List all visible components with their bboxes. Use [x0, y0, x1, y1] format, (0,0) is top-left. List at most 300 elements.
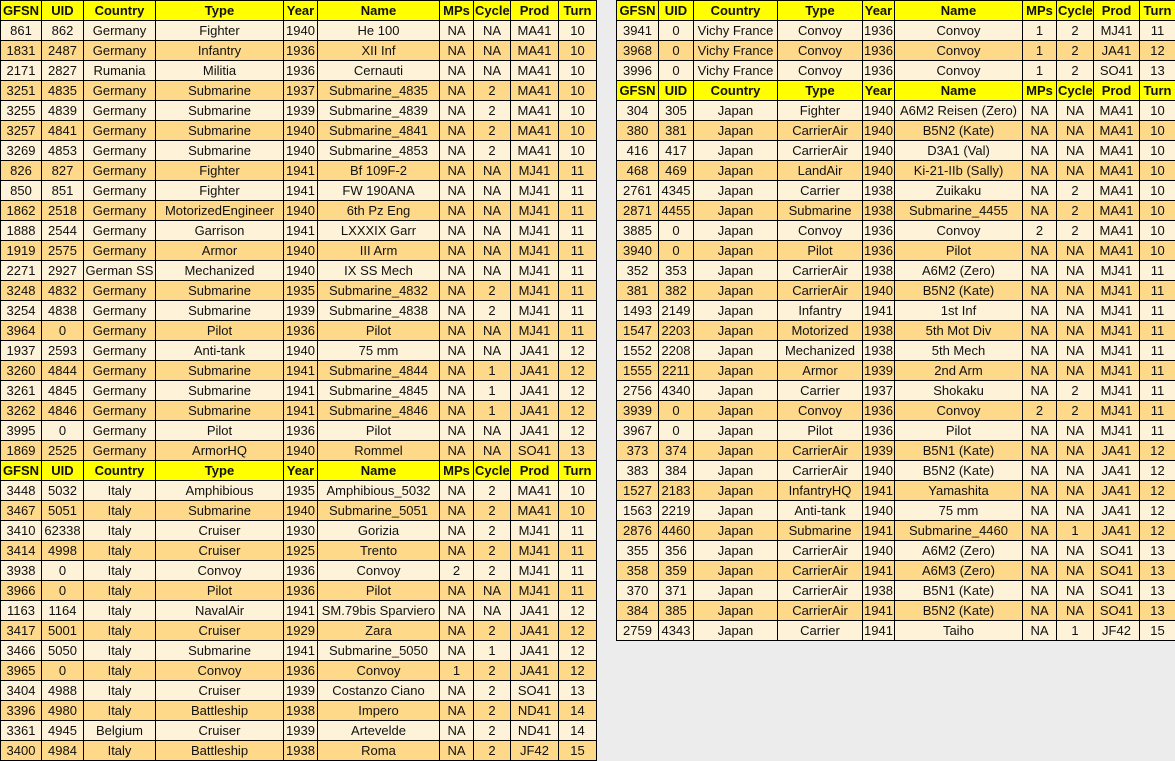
table-cell: 12	[1140, 501, 1175, 521]
table-cell: 10	[559, 141, 597, 161]
table-cell: 1940	[863, 281, 895, 301]
table-cell: 62338	[42, 521, 84, 541]
table-cell: ND41	[511, 721, 559, 741]
table-cell: Mechanized	[778, 341, 863, 361]
table-cell: 380	[617, 121, 659, 141]
table-row	[1, 221, 597, 241]
table-cell: NA	[1023, 141, 1057, 161]
table-cell: 370	[617, 581, 659, 601]
table-cell: MA41	[1094, 121, 1140, 141]
table-cell: 1831	[1, 41, 42, 61]
table-cell: 11	[1140, 341, 1175, 361]
table-row	[1, 161, 597, 181]
table-cell: Ki-21-IIb (Sally)	[895, 161, 1023, 181]
table-row	[1, 201, 597, 221]
table-cell: 0	[659, 61, 694, 81]
table-cell: Fighter	[156, 161, 284, 181]
column-header: MPs	[1023, 1, 1057, 21]
table-row	[617, 101, 1175, 121]
table-cell: NA	[1023, 121, 1057, 141]
table-cell: SO41	[511, 681, 559, 701]
table-cell: NA	[440, 401, 474, 421]
table-cell: 1930	[284, 521, 318, 541]
table-cell: 1936	[284, 561, 318, 581]
table-cell: Submarine	[156, 141, 284, 161]
table-cell: Italy	[84, 621, 156, 641]
table-cell: 417	[659, 141, 694, 161]
column-header: MPs	[1023, 81, 1057, 101]
table-cell: 13	[1140, 541, 1175, 561]
table-cell: Japan	[694, 321, 778, 341]
table-cell: Shokaku	[895, 381, 1023, 401]
table-cell: NA	[1023, 241, 1057, 261]
table-cell: SM.79bis Sparviero	[318, 601, 440, 621]
table-cell: 11	[1140, 381, 1175, 401]
table-cell: NA	[1057, 421, 1094, 441]
table-cell: NA	[474, 201, 511, 221]
table-cell: Submarine	[156, 81, 284, 101]
table-cell: 1938	[863, 261, 895, 281]
table-cell: 5051	[42, 501, 84, 521]
table-row	[1, 521, 597, 541]
table-row	[617, 601, 1175, 621]
table-cell: NA	[440, 481, 474, 501]
table-cell: 2	[474, 501, 511, 521]
table-cell: Pilot	[156, 581, 284, 601]
table-cell: 2525	[42, 441, 84, 461]
table-cell: 11	[559, 261, 597, 281]
table-cell: 5032	[42, 481, 84, 501]
table-cell: 1941	[284, 161, 318, 181]
table-cell: CarrierAir	[778, 441, 863, 461]
table-cell: 2	[474, 521, 511, 541]
table-cell: 3965	[1, 661, 42, 681]
column-header: UID	[659, 81, 694, 101]
table-cell: CarrierAir	[778, 461, 863, 481]
table-cell: NA	[1023, 281, 1057, 301]
table-cell: MJ41	[511, 561, 559, 581]
column-header: Name	[895, 81, 1023, 101]
table-cell: MJ41	[511, 241, 559, 261]
table-cell: 1936	[863, 421, 895, 441]
table-cell: 1936	[284, 61, 318, 81]
table-cell: MJ41	[1094, 261, 1140, 281]
table-cell: 0	[42, 661, 84, 681]
table-cell: 3967	[617, 421, 659, 441]
table-cell: 2219	[659, 501, 694, 521]
table-cell: 1929	[284, 621, 318, 641]
table-cell: 1935	[284, 281, 318, 301]
table-cell: Japan	[694, 481, 778, 501]
table-cell: 12	[559, 341, 597, 361]
table-cell: 3938	[1, 561, 42, 581]
table-cell: 1938	[284, 701, 318, 721]
table-cell: NA	[440, 581, 474, 601]
table-cell: 2	[474, 301, 511, 321]
table-cell: 1	[1023, 61, 1057, 81]
table-cell: IX SS Mech	[318, 261, 440, 281]
table-cell: NA	[474, 421, 511, 441]
table-cell: Submarine	[778, 201, 863, 221]
table-cell: 1919	[1, 241, 42, 261]
table-cell: 2171	[1, 61, 42, 81]
table-cell: D3A1 (Val)	[895, 141, 1023, 161]
table-cell: Armor	[778, 361, 863, 381]
table-cell: MJ41	[1094, 281, 1140, 301]
table-cell: 2208	[659, 341, 694, 361]
table-cell: 12	[1140, 481, 1175, 501]
table-row	[1, 141, 597, 161]
table-cell: SO41	[1094, 61, 1140, 81]
table-cell: 11	[559, 221, 597, 241]
table-cell: 1941	[863, 561, 895, 581]
table-cell: NA	[1023, 581, 1057, 601]
table-cell: 305	[659, 101, 694, 121]
table-cell: NA	[440, 641, 474, 661]
table-cell: 1936	[863, 61, 895, 81]
table-cell: 371	[659, 581, 694, 601]
table-cell: NA	[1023, 561, 1057, 581]
table-cell: XII Inf	[318, 41, 440, 61]
table-cell: 355	[617, 541, 659, 561]
table-cell: 1941	[284, 401, 318, 421]
column-header: Cycle	[474, 461, 511, 481]
table-cell: Submarine_4839	[318, 101, 440, 121]
table-cell: 1st Inf	[895, 301, 1023, 321]
table-cell: 15	[1140, 621, 1175, 641]
table-cell: 861	[1, 21, 42, 41]
table-cell: Italy	[84, 601, 156, 621]
table-cell: NA	[474, 601, 511, 621]
table-cell: 1940	[863, 541, 895, 561]
table-row	[617, 341, 1175, 361]
table-cell: Convoy	[156, 561, 284, 581]
table-cell: 11	[1140, 401, 1175, 421]
table-row	[617, 61, 1175, 81]
table-cell: 1	[474, 401, 511, 421]
table-cell: MJ41	[1094, 401, 1140, 421]
column-header: UID	[42, 461, 84, 481]
table-cell: Submarine_4838	[318, 301, 440, 321]
table-cell: Submarine_5051	[318, 501, 440, 521]
table-cell: Pilot	[895, 421, 1023, 441]
table-cell: 1940	[863, 141, 895, 161]
table-cell: NA	[440, 41, 474, 61]
table-cell: 2	[474, 481, 511, 501]
table-cell: InfantryHQ	[778, 481, 863, 501]
table-cell: SO41	[1094, 601, 1140, 621]
table-cell: 304	[617, 101, 659, 121]
table-cell: NA	[1023, 201, 1057, 221]
header-row	[1, 461, 597, 481]
table-cell: NA	[1023, 421, 1057, 441]
table-cell: JA41	[1094, 441, 1140, 461]
table-cell: 10	[559, 81, 597, 101]
table-cell: 13	[559, 441, 597, 461]
table-cell: 1936	[863, 401, 895, 421]
table-cell: Vichy France	[694, 61, 778, 81]
table-cell: JA41	[511, 421, 559, 441]
table-cell: NA	[1057, 321, 1094, 341]
table-cell: 11	[559, 281, 597, 301]
table-cell: 2	[474, 661, 511, 681]
table-cell: 374	[659, 441, 694, 461]
table-cell: 1	[474, 641, 511, 661]
table-cell: Convoy	[778, 221, 863, 241]
table-cell: 11	[559, 301, 597, 321]
table-cell: He 100	[318, 21, 440, 41]
table-cell: 3417	[1, 621, 42, 641]
table-cell: NA	[440, 321, 474, 341]
table-row	[1, 701, 597, 721]
table-cell: 0	[42, 581, 84, 601]
table-cell: Fighter	[778, 101, 863, 121]
table-cell: CarrierAir	[778, 121, 863, 141]
table-cell: 75 mm	[895, 501, 1023, 521]
table-cell: A6M2 (Zero)	[895, 541, 1023, 561]
table-cell: Submarine_4844	[318, 361, 440, 381]
table-cell: 12	[559, 381, 597, 401]
table-cell: MA41	[1094, 161, 1140, 181]
table-cell: 1938	[863, 201, 895, 221]
table-cell: JA41	[511, 381, 559, 401]
column-header: Year	[284, 1, 318, 21]
table-cell: Germany	[84, 121, 156, 141]
table-cell: 10	[559, 481, 597, 501]
table-cell: 3414	[1, 541, 42, 561]
table-cell: NA	[1023, 621, 1057, 641]
table-cell: 1888	[1, 221, 42, 241]
table-cell: Submarine	[156, 501, 284, 521]
table-cell: 12	[1140, 521, 1175, 541]
table-cell: Motorized	[778, 321, 863, 341]
table-cell: 10	[1140, 101, 1175, 121]
table-cell: 15	[559, 741, 597, 761]
table-cell: 2759	[617, 621, 659, 641]
table-cell: NA	[1023, 601, 1057, 621]
table-row	[617, 301, 1175, 321]
table-cell: 1547	[617, 321, 659, 341]
table-cell: NA	[474, 341, 511, 361]
table-cell: NA	[1023, 261, 1057, 281]
table-cell: 1936	[863, 221, 895, 241]
table-cell: NA	[474, 321, 511, 341]
table-row	[617, 481, 1175, 501]
table-cell: 0	[659, 21, 694, 41]
table-row	[617, 201, 1175, 221]
table-row	[617, 241, 1175, 261]
table-row	[1, 301, 597, 321]
table-cell: MJ41	[511, 201, 559, 221]
table-cell: Japan	[694, 261, 778, 281]
table-cell: 12	[559, 641, 597, 661]
table-cell: Italy	[84, 641, 156, 661]
table-cell: JA41	[511, 401, 559, 421]
table-cell: Japan	[694, 341, 778, 361]
table-cell: 3448	[1, 481, 42, 501]
table-cell: Cruiser	[156, 681, 284, 701]
table-cell: Pilot	[318, 321, 440, 341]
table-cell: Germany	[84, 101, 156, 121]
table-cell: JA41	[511, 661, 559, 681]
table-cell: 1939	[284, 681, 318, 701]
table-cell: 0	[42, 321, 84, 341]
table-cell: Japan	[694, 161, 778, 181]
table-cell: NA	[474, 241, 511, 261]
table-cell: 11	[1140, 261, 1175, 281]
table-cell: 2876	[617, 521, 659, 541]
table-cell: Vichy France	[694, 21, 778, 41]
table-cell: 3261	[1, 381, 42, 401]
table-cell: 1940	[284, 441, 318, 461]
table-cell: NA	[1023, 341, 1057, 361]
column-header: Type	[156, 1, 284, 21]
table-cell: Trento	[318, 541, 440, 561]
column-header: Year	[863, 1, 895, 21]
column-header: Turn	[1140, 1, 1175, 21]
table-cell: Rumania	[84, 61, 156, 81]
table-cell: Infantry	[156, 41, 284, 61]
column-header: GFSN	[617, 81, 659, 101]
table-cell: 2544	[42, 221, 84, 241]
table-cell: NA	[1057, 261, 1094, 281]
table-cell: Convoy	[895, 61, 1023, 81]
table-cell: Zara	[318, 621, 440, 641]
column-header: Type	[778, 81, 863, 101]
table-cell: 3996	[617, 61, 659, 81]
table-cell: MA41	[1094, 241, 1140, 261]
table-cell: JA41	[1094, 521, 1140, 541]
table-cell: MA41	[511, 41, 559, 61]
table-cell: MA41	[511, 81, 559, 101]
table-cell: 4460	[659, 521, 694, 541]
table-cell: MJ41	[511, 521, 559, 541]
table-row	[617, 141, 1175, 161]
table-cell: JF42	[511, 741, 559, 761]
table-cell: 2	[474, 621, 511, 641]
table-cell: 1938	[863, 581, 895, 601]
table-cell: 1937	[1, 341, 42, 361]
table-cell: Convoy	[895, 21, 1023, 41]
table-cell: A6M2 (Zero)	[895, 261, 1023, 281]
table-cell: NA	[474, 581, 511, 601]
table-cell: Germany	[84, 321, 156, 341]
table-cell: NA	[1057, 501, 1094, 521]
table-cell: 1	[440, 661, 474, 681]
table-cell: Militia	[156, 61, 284, 81]
table-row	[1, 321, 597, 341]
table-cell: 10	[1140, 241, 1175, 261]
table-cell: Convoy	[778, 61, 863, 81]
table-cell: 416	[617, 141, 659, 161]
table-cell: NA	[440, 441, 474, 461]
table-cell: 381	[659, 121, 694, 141]
table-cell: 1941	[284, 221, 318, 241]
table-cell: 1940	[284, 501, 318, 521]
table-cell: Italy	[84, 481, 156, 501]
table-cell: 11	[559, 201, 597, 221]
table-cell: 1	[1057, 521, 1094, 541]
column-header: Turn	[559, 1, 597, 21]
table-cell: JA41	[511, 341, 559, 361]
table-cell: Japan	[694, 401, 778, 421]
table-row	[1, 101, 597, 121]
table-cell: 2	[474, 101, 511, 121]
column-header: Prod	[511, 1, 559, 21]
column-header: Cycle	[1057, 1, 1094, 21]
column-header: Country	[84, 461, 156, 481]
table-cell: 1938	[863, 341, 895, 361]
table-cell: 2nd Arm	[895, 361, 1023, 381]
table-cell: 11	[559, 561, 597, 581]
table-cell: III Arm	[318, 241, 440, 261]
table-row	[617, 261, 1175, 281]
table-cell: 14	[559, 701, 597, 721]
table-cell: 2756	[617, 381, 659, 401]
table-cell: ND41	[511, 701, 559, 721]
table-cell: 13	[1140, 581, 1175, 601]
table-cell: NA	[440, 21, 474, 41]
table-cell: NA	[1023, 381, 1057, 401]
table-cell: NavalAir	[156, 601, 284, 621]
table-cell: 1941	[284, 601, 318, 621]
table-row	[1, 181, 597, 201]
table-cell: 373	[617, 441, 659, 461]
table-cell: NA	[440, 701, 474, 721]
table-cell: MJ41	[1094, 381, 1140, 401]
table-cell: 2	[1057, 401, 1094, 421]
table-cell: 2	[1057, 381, 1094, 401]
right-units-table	[616, 0, 1175, 641]
table-cell: NA	[1023, 521, 1057, 541]
table-cell: Vichy France	[694, 41, 778, 61]
table-cell: Italy	[84, 581, 156, 601]
table-cell: Italy	[84, 541, 156, 561]
table-cell: Pilot	[895, 241, 1023, 261]
column-header: GFSN	[617, 1, 659, 21]
table-cell: 2	[474, 721, 511, 741]
table-cell: Japan	[694, 181, 778, 201]
table-cell: 1940	[863, 501, 895, 521]
table-cell: 4846	[42, 401, 84, 421]
table-cell: Germany	[84, 401, 156, 421]
table-cell: 1940	[284, 121, 318, 141]
table-cell: 352	[617, 261, 659, 281]
table-cell: 3885	[617, 221, 659, 241]
table-cell: 12	[559, 401, 597, 421]
table-cell: 1939	[284, 301, 318, 321]
table-cell: NA	[1057, 341, 1094, 361]
table-cell: 11	[1140, 281, 1175, 301]
table-cell: Submarine	[156, 301, 284, 321]
table-cell: 2	[1057, 181, 1094, 201]
table-cell: 2871	[617, 201, 659, 221]
table-cell: Japan	[694, 501, 778, 521]
table-cell: 10	[1140, 221, 1175, 241]
column-header: Name	[895, 1, 1023, 21]
table-cell: Zuikaku	[895, 181, 1023, 201]
table-cell: 2927	[42, 261, 84, 281]
table-cell: Submarine_4460	[895, 521, 1023, 541]
table-row	[617, 281, 1175, 301]
table-cell: 0	[659, 221, 694, 241]
table-cell: Mechanized	[156, 261, 284, 281]
table-cell: JA41	[511, 361, 559, 381]
table-cell: NA	[440, 601, 474, 621]
table-cell: 2	[474, 701, 511, 721]
table-cell: 2	[1057, 21, 1094, 41]
table-cell: 3255	[1, 101, 42, 121]
